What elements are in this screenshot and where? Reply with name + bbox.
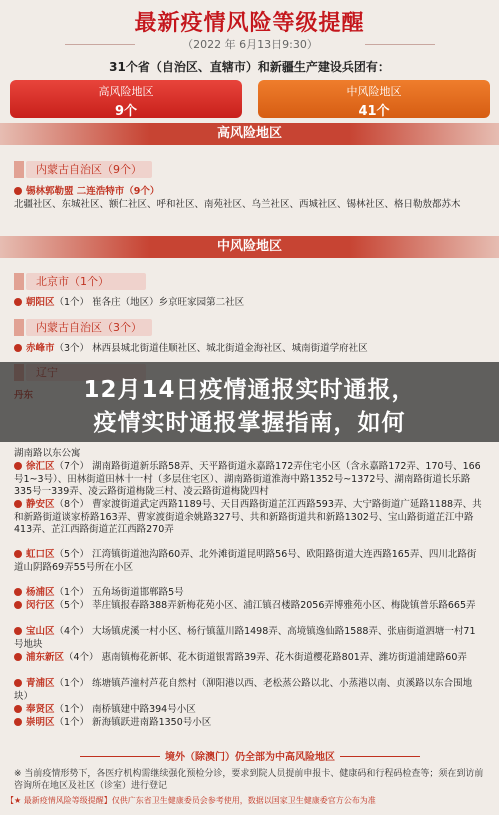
- district-entry: [14, 549, 484, 574]
- entry-text: 北疆社区、东城社区、额仁社区、呼和社区、南苑社区、乌兰社区、西城社区、锡林社区、格日勒敖都苏木: [14, 198, 461, 210]
- summary-subtitle: 31个省（自治区、直辖市）和新疆生产建设兵团有：: [109, 60, 390, 74]
- entry-city: 浦东新区: [26, 652, 65, 663]
- entry-city: 赤峰市: [26, 343, 55, 354]
- district-entry: [14, 717, 484, 730]
- region-tag-beijing: 北京市（1个）: [26, 273, 146, 290]
- bullet-icon: [14, 627, 22, 635]
- high-risk-label: 高风险地区: [98, 85, 154, 98]
- bullet-icon: [14, 601, 22, 609]
- entry-city: 宝山区: [26, 626, 55, 637]
- overlay-line-1: 12月14日疫情通报实时通报，: [83, 377, 416, 403]
- district-entry: [14, 678, 484, 703]
- bullet-icon: [14, 653, 22, 661]
- overseas-band: 境外（除澳门）仍全部为中高风险地区: [100, 748, 400, 764]
- entry-city: 静安区: [26, 499, 55, 510]
- mid-risk-count: 41个: [358, 104, 390, 119]
- high-risk-count: 9个: [114, 104, 138, 119]
- entry-city: 朝阳区: [26, 297, 55, 308]
- entry-text: （1个） 新海镇跃进南路1350号小区: [54, 717, 212, 728]
- district-entry: [14, 704, 484, 717]
- entry-city: 青浦区: [26, 678, 55, 689]
- entry-text: （1个） 练塘镇芦潼村芦花自然村（泖阳港以西、老松蒸公路以北、小蒸港以南、贞溪路以东合围地块）: [14, 678, 473, 702]
- entry-city: 虹口区: [26, 549, 55, 560]
- bullet-icon: [14, 500, 22, 508]
- bullet-icon: [14, 588, 22, 596]
- entry-text: （1个） 南桥镇建中路394号小区: [54, 704, 196, 715]
- page-title: 最新疫情风险等级提醒: [134, 11, 365, 36]
- bullet-icon: [14, 462, 22, 470]
- high-risk-entry: [14, 186, 484, 211]
- entry-text: （4个） 大场镇虎溪一村小区、杨行镇蕰川路1498弄、高境镇逸仙路1588弄、张庙街道泗塘一村71号地块: [14, 626, 476, 650]
- mid-risk-section-header: 中风险地区: [0, 236, 499, 258]
- entry-text: （1个） 崔各庄（地区）乡京旺家园第二社区: [54, 297, 245, 308]
- bullet-icon: [14, 298, 22, 306]
- bullet-icon: [14, 718, 22, 726]
- nmg-entry: [14, 343, 484, 356]
- mid-risk-label: 中风险地区: [346, 85, 402, 98]
- overlay-headline: [0, 374, 499, 440]
- notice-text: ※ 当前疫情形势下，各医疗机构需继续强化预检分诊，要求到院人员提前申报卡、健康码和行程码检查等；须在到访前咨询所在地区及社区（诊室）进行登记: [14, 769, 484, 791]
- entry-city: 闵行区: [26, 600, 55, 611]
- district-entry: [14, 652, 484, 665]
- entry-text: 湖南路以东公寓: [14, 448, 81, 459]
- bullet-icon: [14, 679, 22, 687]
- district-entry: [14, 461, 484, 499]
- bullet-icon: [14, 705, 22, 713]
- bullet-icon: [14, 344, 22, 352]
- entry-city: 奉贤区: [26, 704, 55, 715]
- beijing-entry: [14, 297, 484, 310]
- district-entry: [14, 587, 484, 600]
- district-entry: [14, 499, 484, 537]
- entry-text: （7个） 湖南路街道新乐路58弄、天平路街道永嘉路172弄住宅小区（含永嘉路172弄、170号、166号1~3号）、田林街道田林十一村（多层住宅区）、湖南路街道淮海中路1352号~1372号、湖南路街道长乐路335号一339弄、凌云路街道梅陇三村、凌云路街道梅陇四村: [14, 461, 481, 497]
- entry-text: （4个） 惠南镇梅花新邨、花木街道银霄路39弄、花木街道樱花路801弄、潍坊街道浦建路60弄: [64, 652, 467, 663]
- entry-city: 锡林郭勒盟 二连浩特市（9个）: [26, 186, 160, 197]
- mid-risk-summary: [258, 80, 490, 118]
- district-entry: [14, 600, 484, 613]
- bullet-icon: [14, 550, 22, 558]
- headline-overlay: [0, 362, 499, 442]
- entry-text: （1个） 五角场街道邯郸路5号: [54, 587, 184, 598]
- entry-city: 杨浦区: [26, 587, 55, 598]
- entry-city: 崇明区: [26, 717, 55, 728]
- partial-entry: [14, 448, 484, 461]
- high-risk-summary: [10, 80, 242, 118]
- overlay-line-2: 疫情实时通报掌握指南，如何: [93, 410, 406, 436]
- high-risk-section-header: 高风险地区: [0, 123, 499, 145]
- region-tag-nmg-high: 内蒙古自治区（9个）: [26, 161, 152, 178]
- entry-text: （5个） 江湾镇街道池沟路60弄、北外滩街道昆明路56号、欧阳路街道大连西路165弄、四川北路街道山阴路69弄55号所在小区: [14, 549, 477, 573]
- entry-city: 徐汇区: [26, 461, 55, 472]
- region-tag-nmg-mid: 内蒙古自治区（3个）: [26, 319, 152, 336]
- entry-text: （5个） 莘庄镇报春路388弄新梅花苑小区、浦江镇召楼路2056弄博雅苑小区、梅陇镇普乐路665弄: [54, 600, 476, 611]
- entry-text: （8个） 曹家渡街道武定西路1189号、天目西路街道芷江西路593弄、大宁路街道广延路1188弄、共和新路街道谈家桥路163弄、曹家渡街道余姚路327号、共和新路街道共和新路1302号、宝山路街道芷江中路413弄、芷江西路街道芷江西路270弄: [14, 499, 482, 535]
- entry-text: （3个） 林西县城北街道佳顺社区、城北街道金海社区、城南街道学府社区: [54, 343, 368, 354]
- footer-line: 【★ 最新疫情风险等级提醒】仅供广东省卫生健康委员会参考使用，数据以国家卫生健康委官方公布为准: [6, 796, 376, 805]
- date-bar: [115, 36, 385, 52]
- update-date: （2022 年 6月13日9:30）: [182, 38, 318, 51]
- district-entry: [14, 626, 484, 651]
- bullet-icon: [14, 187, 22, 195]
